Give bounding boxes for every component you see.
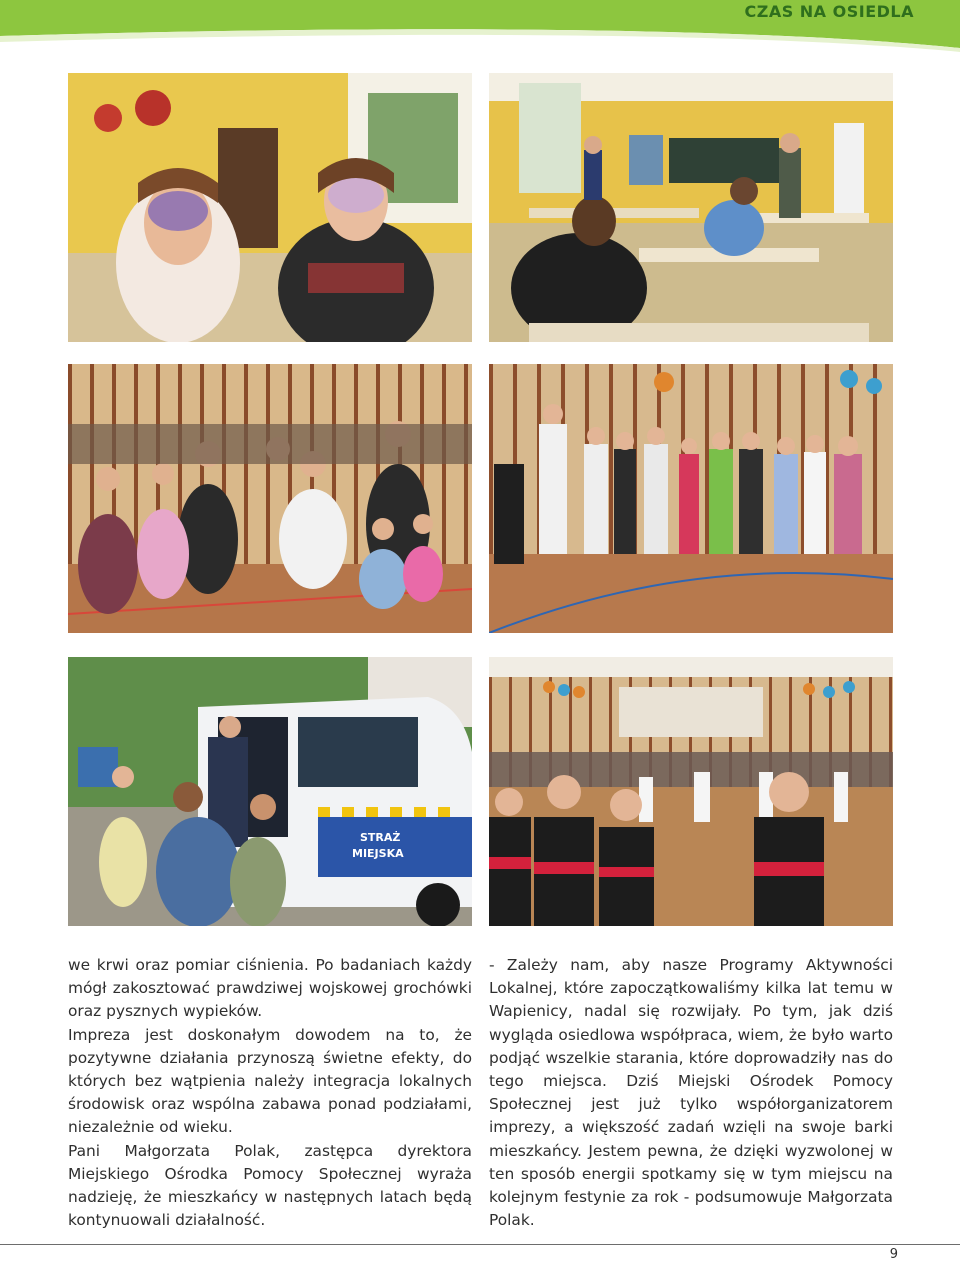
right-text-column xyxy=(489,954,893,1232)
section-title: CZAS NA OSIEDLA xyxy=(744,2,914,21)
stage-performers-photo xyxy=(489,364,893,633)
page-number: 9 xyxy=(889,1247,898,1262)
audience-gym-photo xyxy=(68,364,472,633)
footer-rule xyxy=(0,1244,960,1245)
left-paragraph-1: we krwi oraz pomiar ciśnienia. Po badaniach każdy mógł zakosztować prawdziwej wojskowej grochówki oraz pysznych wypieków. xyxy=(68,956,472,1021)
classroom-lesson-photo xyxy=(489,73,893,342)
left-paragraph-3: Pani Małgorzata Polak, zastępca dyrektora Miejskiego Ośrodka Pomocy Społecznej wyraża nadzieję, że mieszkańcy w następnych latach będą kontynuowali działalność. xyxy=(68,1141,472,1230)
city-guard-van-photo xyxy=(68,657,472,926)
van-lettering-line1: STRAŻ xyxy=(360,831,401,844)
left-paragraph-2: Impreza jest doskonałym dowodem na to, że pozytywne działania przynoszą świetne efekty, do których bez wątpienia należy integracja lokalnych środowisk oraz wspólna zabawa ponad podziałami, niezależnie od wieku. xyxy=(68,1025,472,1137)
left-text-column xyxy=(68,954,472,1232)
dance-show-gym-photo xyxy=(489,657,893,926)
van-lettering-line2: MIEJSKA xyxy=(352,847,404,860)
right-paragraph-1: - Zależy nam, aby nasze Programy Aktywności Lokalnej, które zapoczątkowaliśmy kilka lat temu w Wapienicy, nadal się rozwijały. Po tym, jak dziś wygląda osiedlowa współpraca, wiem, że było warto podjąć wszelkie starania, które doprowadziły nas do tego miejsca. Dziś Miejski Ośrodek Pomocy Społecznej jest już tylko współorganizatorem imprezy, a większość zadań wzięli na swoje barki mieszkańcy. Jestem pewna, że dzięki wyzwolonej w ten sposób energii spotkamy się w tym miejscu na kolejnym festynie za rok - podsumowuje Małgorzata Polak. xyxy=(489,956,893,1230)
face-painting-classroom-photo xyxy=(68,73,472,342)
